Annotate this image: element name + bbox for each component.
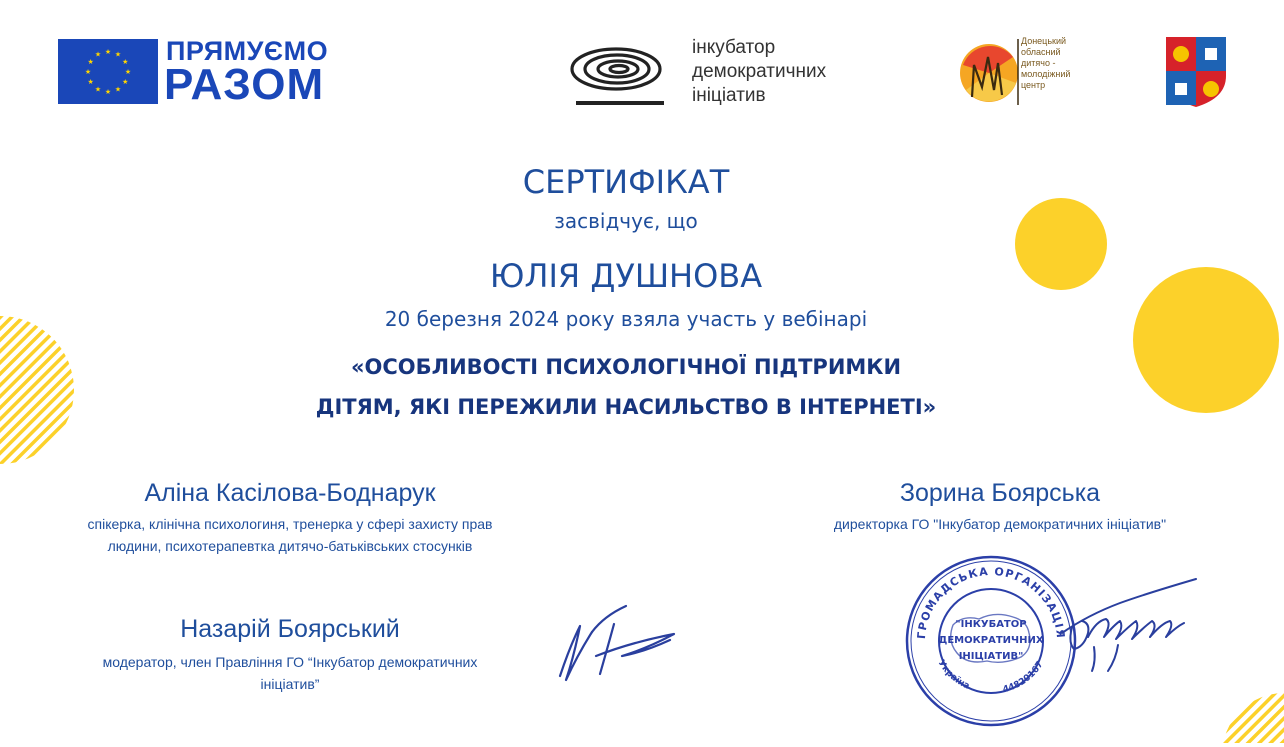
stamp-inner-line: ІНІЦІАТИВ" xyxy=(958,651,1024,662)
eu-star-icon: ★ xyxy=(87,78,94,86)
organization-stamp xyxy=(903,553,1079,729)
decorative-striped-corner xyxy=(1205,693,1284,743)
donetsk-logo-line: Донецький xyxy=(1021,36,1067,46)
incubator-logo-text xyxy=(692,36,826,108)
incubator-logo-line: інкубатор xyxy=(692,37,776,58)
eu-star-icon: ★ xyxy=(84,68,92,76)
incubator-logo-icon xyxy=(568,36,668,108)
stamp-inner-line: ДЕМОКРАТИЧНИХ xyxy=(938,635,1044,646)
eu-star-icon: ★ xyxy=(104,88,112,96)
incubator-logo-line: ініціатив xyxy=(692,85,766,106)
speaker-role: спікерка, клінічна психологиня, тренерка у сфері захисту прав людини, психотерапевтка дитячо-батьківських стосунків xyxy=(87,516,493,554)
coat-of-arms-icon xyxy=(1165,36,1227,108)
webinar-topic-line1: «ОСОБЛИВОСТІ ПСИХОЛОГІЧНОЇ ПІДТРИМКИ xyxy=(350,355,902,379)
stamp-outer-top: ГРОМАДСЬКА ОРГАНІЗАЦІЯ xyxy=(914,564,1068,640)
eu-star-icon: ★ xyxy=(94,50,102,59)
donetsk-logo-line: молодіжний xyxy=(1021,69,1071,79)
director-name: Зорина Боярська xyxy=(899,479,1101,507)
partner-logo-line1: ПРЯМУЄМО xyxy=(166,36,329,66)
eu-star-icon: ★ xyxy=(124,68,132,76)
director-signature xyxy=(1058,575,1208,675)
eu-star-icon: ★ xyxy=(94,85,102,94)
eu-star-icon: ★ xyxy=(114,50,122,59)
svg-text:44820167 xyxy=(1002,660,1046,695)
webinar-topic-line2: ДІТЯМ, ЯКІ ПЕРЕЖИЛИ НАСИЛЬСТВО В ІНТЕРНЕТІ» xyxy=(315,395,937,419)
moderator-name: Назарій Боярський xyxy=(180,615,400,643)
eu-star-icon: ★ xyxy=(87,58,94,66)
eu-star-icon: ★ xyxy=(114,85,122,94)
certificate-title: СЕРТИФІКАТ xyxy=(522,163,730,201)
donetsk-center-logo-icon xyxy=(958,35,1020,107)
decorative-striped-half-circle xyxy=(0,315,76,465)
stamp-inner-line: "ІНКУБАТОР xyxy=(955,619,1027,630)
stamp-outer-bottom-left: Україна xyxy=(935,658,972,692)
eu-star-icon: ★ xyxy=(122,58,129,66)
eu-flag-icon xyxy=(58,39,158,104)
moderator-signature xyxy=(552,596,682,696)
recipient-name: ЮЛІЯ ДУШНОВА xyxy=(489,257,763,295)
eu-star-icon: ★ xyxy=(122,78,129,86)
director-role: директорка ГО "Інкубатор демократичних ініціатив" xyxy=(833,516,1167,532)
stamp-outer-bottom-right: 44820167 xyxy=(1001,659,1046,696)
incubator-logo-line: демократичних xyxy=(692,61,827,82)
certifies-text: засвідчує, що xyxy=(554,209,698,233)
donetsk-center-logo-text xyxy=(1021,36,1070,91)
donetsk-logo-line: центр xyxy=(1021,80,1046,90)
eu-star-icon: ★ xyxy=(104,48,112,56)
svg-text:Україна xyxy=(936,658,971,691)
donetsk-logo-line: дитячо - xyxy=(1021,58,1056,68)
speaker-name: Аліна Касілова-Боднарук xyxy=(144,479,436,507)
participation-description: 20 березня 2024 року взяла участь у вебінарі xyxy=(384,307,868,331)
donetsk-logo-line: обласний xyxy=(1021,47,1061,57)
partner-logo-line2: РАЗОМ xyxy=(164,60,325,109)
moderator-role: модератор, член Правління ГО “Інкубатор демократичних ініціатив” xyxy=(102,654,478,692)
